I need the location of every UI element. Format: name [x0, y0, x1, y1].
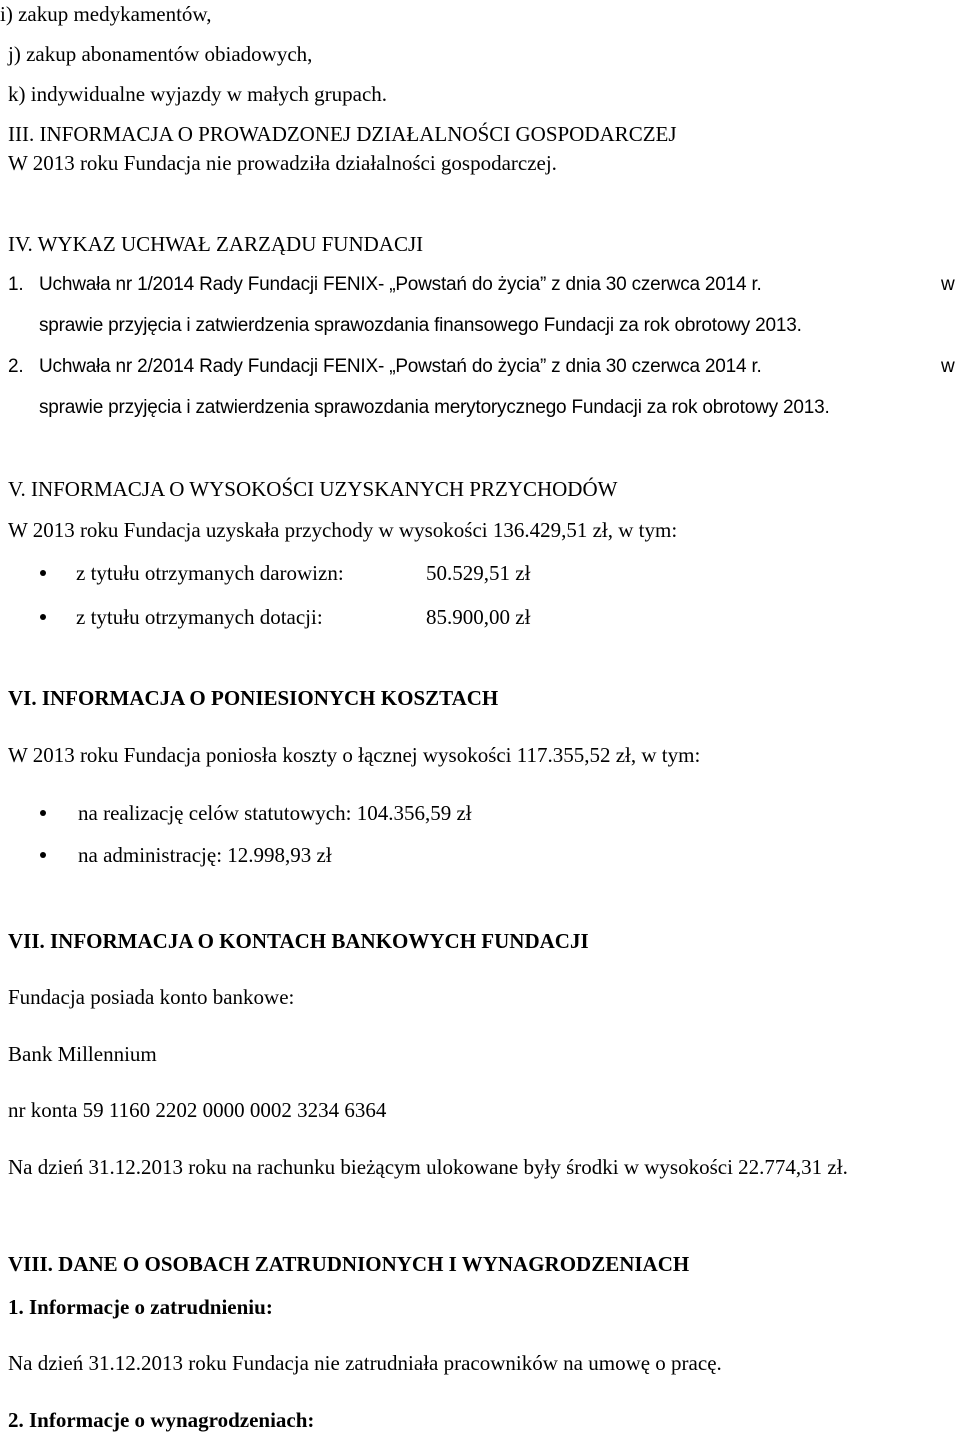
- account-number: nr konta 59 1160 2202 0000 0002 3234 6364: [8, 1098, 387, 1122]
- income-donations-amount: 50.529,51 zł: [426, 561, 531, 585]
- employment-body: Na dzień 31.12.2013 roku Fundacja nie zatrudniała pracowników na umowę o pracę.: [8, 1351, 722, 1375]
- resolution-2-title: Uchwała nr 2/2014 Rady Fundacji FENIX- „Powstań do życia” z dnia 30 czerwca 2014 r.: [39, 356, 762, 377]
- section-5-body: W 2013 roku Fundacja uzyskała przychody w wysokości 136.429,51 zł, w tym:: [8, 518, 678, 542]
- section-5-heading: V. INFORMACJA O WYSOKOŚCI UZYSKANYCH PRZYCHODÓW: [8, 477, 618, 501]
- income-grants-label: z tytułu otrzymanych dotacji:: [76, 605, 323, 629]
- bank-name: Bank Millennium: [8, 1042, 157, 1066]
- bullet-icon: [40, 570, 46, 576]
- bank-account-intro: Fundacja posiada konto bankowe:: [8, 985, 295, 1009]
- resolution-2-subject: sprawie przyjęcia i zatwierdzenia sprawozdania merytorycznego Fundacji za rok obrotowy 2013.: [39, 397, 830, 418]
- section-3-body: W 2013 roku Fundacja nie prowadziła działalności gospodarczej.: [8, 151, 557, 175]
- employment-subheading: 1. Informacje o zatrudnieniu:: [8, 1295, 273, 1319]
- bullet-icon: [40, 614, 46, 620]
- resolution-1-w: w: [941, 274, 955, 295]
- bullet-icon: [40, 810, 46, 816]
- section-4-heading: IV. WYKAZ UCHWAŁ ZARZĄDU FUNDACJI: [8, 232, 424, 256]
- account-balance: Na dzień 31.12.2013 roku na rachunku bieżącym ulokowane były środki w wysokości 22.774,31 zł.: [8, 1155, 848, 1179]
- section-6-heading: VI. INFORMACJA O PONIESIONYCH KOSZTACH: [8, 686, 499, 710]
- income-grants-amount: 85.900,00 zł: [426, 605, 531, 629]
- costs-administration: na administrację: 12.998,93 zł: [78, 843, 332, 867]
- salaries-subheading: 2. Informacje o wynagrodzeniach:: [8, 1408, 315, 1432]
- section-6-body: W 2013 roku Fundacja poniosła koszty o łącznej wysokości 117.355,52 zł, w tym:: [8, 743, 701, 767]
- resolution-2-number: 2.: [8, 356, 24, 377]
- section-3-heading: III. INFORMACJA O PROWADZONEJ DZIAŁALNOŚCI GOSPODARCZEJ: [8, 122, 677, 146]
- income-donations-label: z tytułu otrzymanych darowizn:: [76, 561, 344, 585]
- costs-statutory: na realizację celów statutowych: 104.356,59 zł: [78, 801, 472, 825]
- list-item-i: i) zakup medykamentów,: [0, 2, 212, 26]
- list-item-j: j) zakup abonamentów obiadowych,: [8, 42, 313, 66]
- resolution-1-number: 1.: [8, 274, 24, 295]
- section-7-heading: VII. INFORMACJA O KONTACH BANKOWYCH FUNDACJI: [8, 929, 589, 953]
- list-item-k: k) indywidualne wyjazdy w małych grupach.: [8, 82, 388, 106]
- section-8-heading: VIII. DANE O OSOBACH ZATRUDNIONYCH I WYNAGRODZENIACH: [8, 1252, 690, 1276]
- bullet-icon: [40, 852, 46, 858]
- resolution-2-w: w: [941, 356, 955, 377]
- resolution-1-title: Uchwała nr 1/2014 Rady Fundacji FENIX- „Powstań do życia” z dnia 30 czerwca 2014 r.: [39, 274, 762, 295]
- resolution-1-subject: sprawie przyjęcia i zatwierdzenia sprawozdania finansowego Fundacji za rok obrotowy 2013.: [39, 315, 802, 336]
